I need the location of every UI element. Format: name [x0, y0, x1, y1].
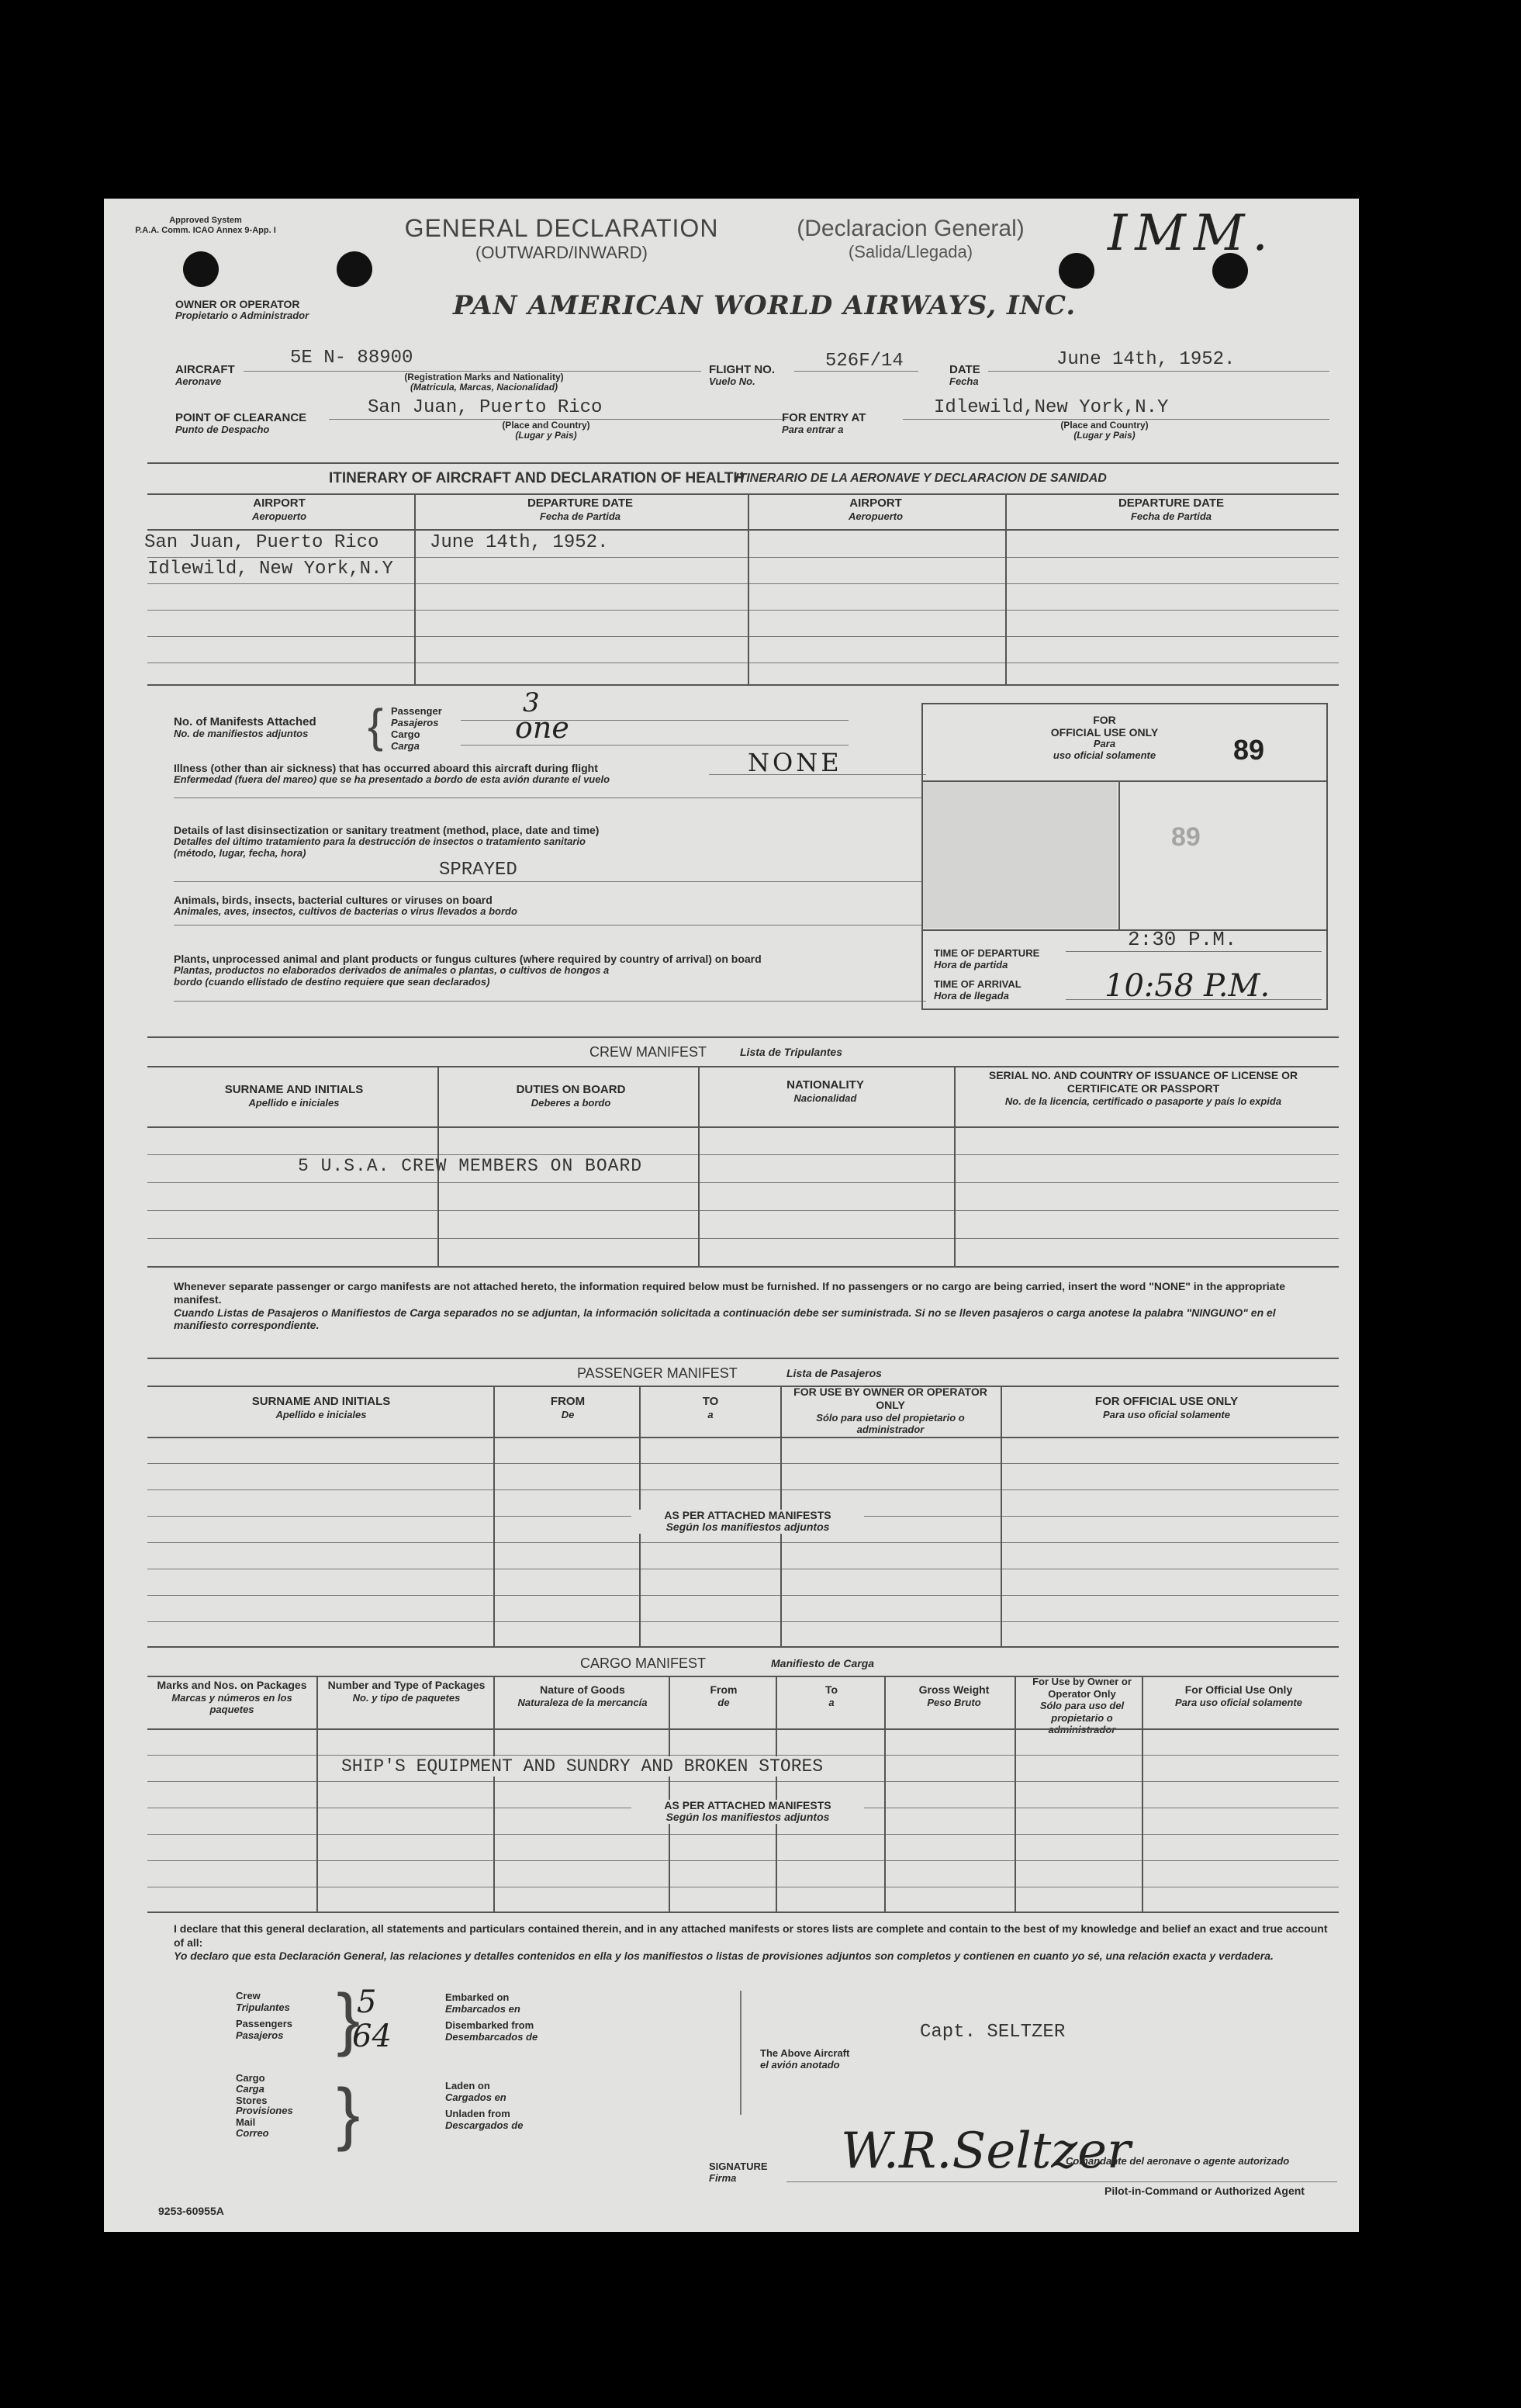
punch-hole: [183, 251, 219, 287]
passenger-title: PASSENGER MANIFEST: [577, 1365, 738, 1381]
cargo-col-official: For Official Use Only Para uso oficial solamente: [1174, 1683, 1302, 1708]
manifests-brace: {: [368, 700, 384, 752]
declaration-form: [104, 199, 1359, 2232]
punch-hole: [1059, 253, 1094, 289]
passenger-col-from: FROM De: [550, 1395, 586, 1420]
passenger-col-name: SURNAME AND INITIALS Apellido e iniciales: [251, 1395, 391, 1420]
cargo-manifest-note: AS PER ATTACHED MANIFESTS Según los manifiestos adjuntos: [631, 1800, 864, 1824]
above-aircraft-label: The Above Aircraft el avión anotado: [760, 2047, 850, 2071]
official-stamp-number: 89: [1171, 822, 1201, 852]
disinsect-label: Details of last disinsectization or sanitary treatment (method, place, date and time) Detalles del último tratamiento para la destrucción de insectos o tratamiento sanitario (método, lugar, fecha, hora): [174, 824, 600, 860]
owner-label: OWNER OR OPERATOR Propietario o Administrador: [175, 298, 309, 322]
col-airport-2: AIRPORT Aeropuerto: [848, 496, 904, 522]
cargo-entry: SHIP'S EQUIPMENT AND SUNDRY AND BROKEN STORES: [341, 1756, 824, 1777]
entry-label: FOR ENTRY AT Para entrar a: [782, 411, 866, 436]
flight-label: FLIGHT NO. Vuelo No.: [709, 363, 775, 388]
official-use-title: FOR OFFICIAL USE ONLY Para uso oficial solamente: [1050, 714, 1159, 762]
crew-count: 5: [357, 1984, 377, 2020]
cargo-col-marks: Marks and Nos. on Packages Marcas y números en los paquetes: [157, 1679, 307, 1716]
clearance-label: POINT OF CLEARANCE Punto de Despacho: [175, 411, 307, 436]
passenger-manifest-note: AS PER ATTACHED MANIFESTS Según los manifiestos adjuntos: [631, 1510, 864, 1534]
place-note-entry: (Place and Country) (Lugar y Pais): [1060, 420, 1149, 441]
form-title-es: (Declaracion General) (Salida/Llegada): [797, 216, 1025, 261]
signature-label: SIGNATURE Firma: [709, 2161, 768, 2184]
itinerary-title-es: ITINERARIO DE LA AERONAVE Y DECLARACION DE SANIDAD: [735, 472, 1107, 485]
count-brace: }: [337, 1981, 361, 2058]
crew-passenger-labels: Crew Tripulantes Passengers Pasajeros: [236, 1990, 292, 2041]
animals-label: Animals, birds, insects, bacterial cultures or viruses on board Animales, aves, insectos, cultivos de bacterias o virus llevados a bordo: [174, 894, 517, 918]
manifest-notice: Whenever separate passenger or cargo manifests are not attached hereto, the information required below must be furnished. If no passengers or no cargo are being carried, insert the word "NONE" in the appropriate manifest. Cuando Listas de Pasajeros o Manifiestos de Carga separados no se adjuntan, la información solicitada a continuación debe ser suministrada. Si no se lleven pasajeros o carga anotese la palabra "NINGUNO" en el manifiesto correspondiente.: [174, 1280, 1286, 1332]
cargo-col-from: From de: [710, 1683, 738, 1708]
punch-hole: [337, 251, 372, 287]
cargo-title: CARGO MANIFEST: [580, 1656, 707, 1671]
date-value: June 14th, 1952.: [1056, 349, 1236, 370]
clearance-value: San Juan, Puerto Rico: [368, 397, 603, 418]
itinerary-airport-2: Idlewild, New York,N.Y: [147, 559, 393, 580]
captain-signature: W.R.Seltzer: [841, 2123, 1131, 2180]
crew-title: CREW MANIFEST: [589, 1044, 707, 1060]
illness-value: NONE: [748, 748, 842, 777]
cargo-col-owner: For Use by Owner or Operator Only Sólo para uso del propietario o administrador: [1032, 1676, 1132, 1736]
crew-col-duties: DUTIES ON BOARD Deberes a bordo: [516, 1083, 626, 1109]
col-departure-2: DEPARTURE DATE Fecha de Partida: [1118, 496, 1225, 522]
itinerary-date-1: June 14th, 1952.: [430, 532, 609, 553]
col-airport-1: AIRPORT Aeropuerto: [251, 496, 307, 522]
company-name: PAN AMERICAN WORLD AIRWAYS, INC.: [453, 290, 1077, 321]
col-departure-1: DEPARTURE DATE Fecha de Partida: [527, 496, 634, 522]
passenger-col-to: TO a: [702, 1395, 719, 1420]
itinerary-title: ITINERARY OF AIRCRAFT AND DECLARATION OF HEALTH: [329, 470, 745, 486]
arrival-time-label: TIME OF ARRIVAL Hora de llegada: [934, 978, 1021, 1002]
entry-value: Idlewild,New York,N.Y: [934, 397, 1169, 418]
plants-label: Plants, unprocessed animal and plant products or fungus cultures (where required by country of arrival) on board Plantas, productos no elaborados derivados de animales o plantas, o cultivos de hongos a bordo (cuando ellistado de destino requiere que sean declarados): [174, 953, 762, 988]
passenger-title-es: Lista de Pasajeros: [786, 1367, 882, 1379]
crew-col-nationality: NATIONALITY Nacionalidad: [786, 1078, 864, 1104]
cargo-store-labels: Cargo Carga Stores Provisiones Mail Correo: [236, 2072, 293, 2139]
disinsect-value: SPRAYED: [439, 860, 517, 881]
cargo-col-packages: Number and Type of Packages No. y tipo de paquetes: [327, 1679, 486, 1704]
date-label: DATE Fecha: [949, 363, 980, 388]
cargo-col-weight: Gross Weight Peso Bruto: [918, 1683, 990, 1708]
official-stamp-area: [923, 782, 1117, 928]
approval-note: Approved System P.A.A. Comm. ICAO Annex 9-App. I: [135, 216, 276, 236]
crew-col-license: SERIAL NO. AND COUNTRY OF ISSUANCE OF LICENSE OR CERTIFICATE OR PASSPORT No. de la licencia, certificado o pasaporte y país lo expida: [988, 1069, 1298, 1107]
aircraft-label: AIRCRAFT Aeronave: [175, 363, 235, 388]
place-note: (Place and Country) (Lugar y Pais): [502, 420, 590, 441]
laden-labels: Laden on Cargados en Unladen from Descargados de: [445, 2080, 524, 2131]
passenger-count: 64: [352, 2019, 392, 2054]
departure-time-value: 2:30 P.M.: [1128, 928, 1237, 951]
passenger-col-official: FOR OFFICIAL USE ONLY Para uso oficial solamente: [1094, 1395, 1239, 1420]
cargo-col-to: To a: [824, 1683, 838, 1708]
manifests-label: No. of Manifests Attached No. de manifiestos adjuntos: [174, 715, 316, 740]
form-title: GENERAL DECLARATION (OUTWARD/INWARD): [404, 214, 719, 262]
cargo-title-es: Manifiesto de Carga: [771, 1657, 875, 1669]
crew-entry: 5 U.S.A. CREW MEMBERS ON BOARD: [298, 1156, 643, 1176]
declaration-text: I declare that this general declaration, all statements and particulars contained therein, and in any attached manifests or stores lists are complete and contain to the best of my knowledge and belief an exact and true account of all: Yo declaro que esta Declaración General, las relaciones y detalles contenidos en ella y los manifiestos o listas de provisiones adjuntos son completos y contienen en cuanto yo sé, una relación exacta y verdadera.: [174, 1922, 1328, 1962]
departure-time-label: TIME OF DEPARTURE Hora de partida: [934, 947, 1040, 970]
flight-value: 526F/14: [825, 351, 904, 372]
form-number: 9253-60955A: [158, 2205, 224, 2217]
passenger-col-owner: FOR USE BY OWNER OR OPERATOR ONLY Sólo para uso del propietario o administrador: [793, 1386, 987, 1436]
embark-labels: Embarked on Embarcados en Disembarked from Desembarcados de: [445, 1991, 538, 2043]
cargo-manifests-value: one: [515, 711, 569, 745]
crew-col-name: SURNAME AND INITIALS Apellido e iniciales: [224, 1083, 364, 1109]
aircraft-note: (Registration Marks and Nationality) (Matricula, Marcas, Nacionalidad): [404, 372, 564, 393]
aircraft-value: 5E N- 88900: [290, 348, 413, 368]
cargo-col-goods: Nature of Goods Naturaleza de la mercancía: [517, 1683, 648, 1708]
captain-name: Capt. SELTZER: [920, 2022, 1066, 2043]
passenger-manifests-value: 3: [523, 687, 540, 718]
itinerary-airport-1: San Juan, Puerto Rico: [144, 532, 379, 553]
signer-title: Pilot-in-Command or Authorized Agent: [1104, 2185, 1305, 2197]
cargo-brace: }: [337, 2075, 361, 2153]
illness-label: Illness (other than air sickness) that has occurred aboard this aircraft during flight Enfermedad (fuera del mareo) que se ha presentado a bordo de esta avión durante el vuelo: [174, 762, 610, 786]
arrival-time-value: 10:58 P.M.: [1104, 968, 1270, 1004]
manifest-types: Passenger Pasajeros Cargo Carga: [391, 705, 442, 752]
signer-title-es: Comandante del aeronave o agente autorizado: [1066, 2155, 1290, 2167]
crew-title-es: Lista de Tripulantes: [740, 1046, 842, 1058]
official-number: 89: [1233, 734, 1265, 766]
imm-stamp: IMM.: [1108, 205, 1276, 262]
